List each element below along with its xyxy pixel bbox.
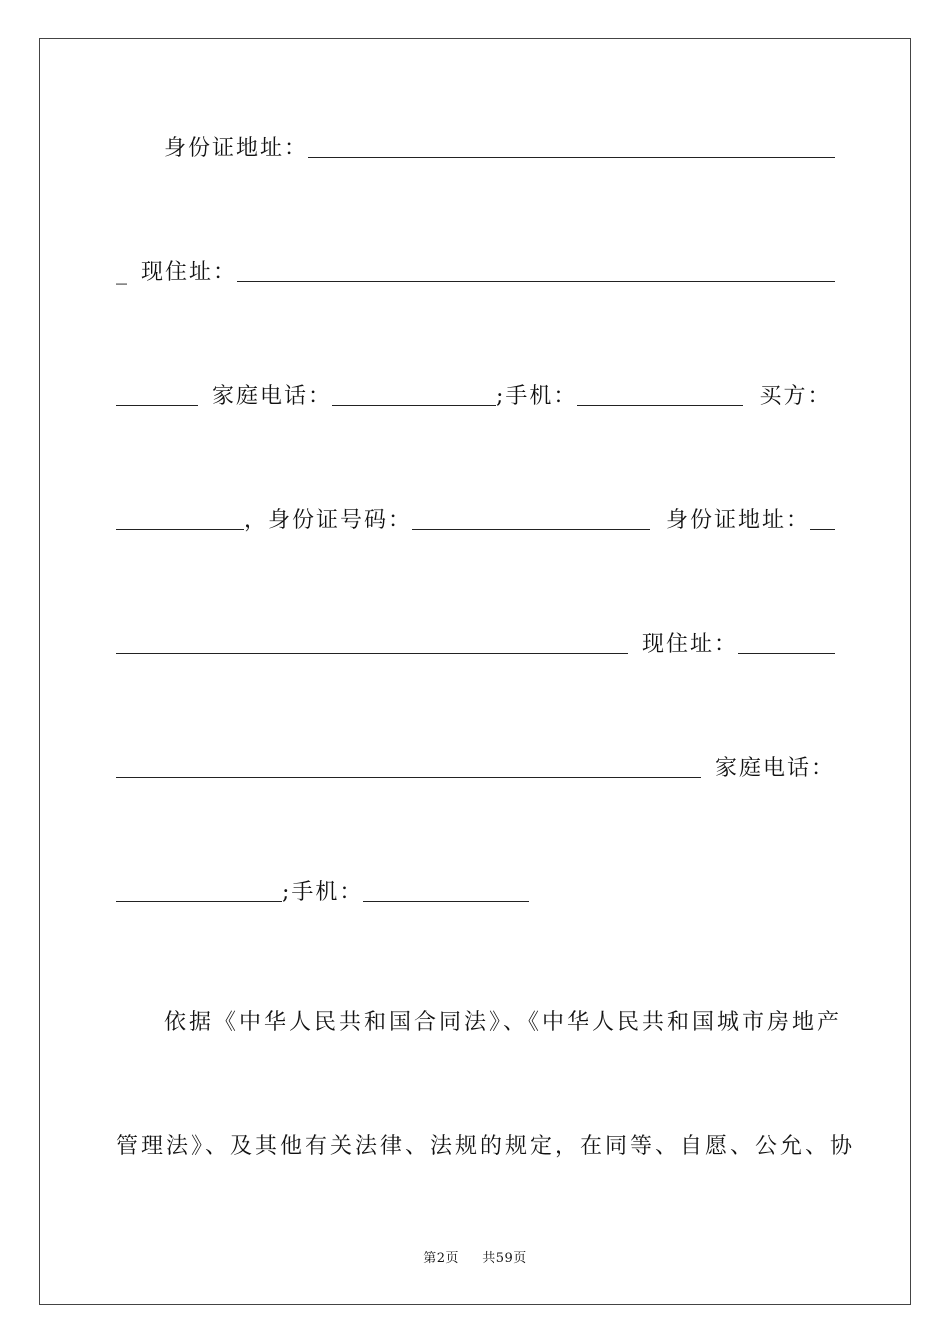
form-line-buyer-id <box>116 506 835 536</box>
paragraph-line-1: 依据《中华人民共和国合同法》、《中华人民共和国城市房地产 <box>164 1010 843 1035</box>
buyer-id-number-blank[interactable] <box>412 529 650 530</box>
page-number: 第2页 <box>423 1251 459 1266</box>
current-address-blank[interactable] <box>237 281 835 282</box>
home-phone-blank[interactable] <box>332 405 496 406</box>
form-line-buyer-phone <box>116 754 835 784</box>
underscore-prefix: _ <box>116 260 129 285</box>
id-address-label: 身份证地址： <box>164 136 309 161</box>
mobile-blank[interactable] <box>577 405 743 406</box>
form-line-id-address <box>116 134 835 164</box>
buyer-current-address-blank[interactable] <box>738 653 835 654</box>
page-border <box>39 38 911 1305</box>
form-line-current-address <box>116 258 835 288</box>
page-total: 共59页 <box>482 1251 527 1266</box>
address-continuation-blank[interactable] <box>116 405 198 406</box>
buyer-id-number-label: ，身份证号码： <box>244 508 413 533</box>
buyer-current-address-label: 现住址： <box>642 632 739 657</box>
page-footer <box>0 1247 950 1266</box>
buyer-name-blank[interactable] <box>116 529 244 530</box>
form-line-buyer-mobile <box>116 878 835 908</box>
buyer-mobile-blank[interactable] <box>363 901 529 902</box>
home-phone-label: 家庭电话： <box>212 384 333 409</box>
buyer-id-address-label: 身份证地址： <box>666 508 811 533</box>
paragraph-line-2: 管理法》、及其他有关法律、法规的规定，在同等、自愿、公允、协 <box>116 1134 856 1159</box>
form-line-phone <box>116 382 835 412</box>
form-line-buyer-current-address <box>116 630 835 660</box>
buyer-label: 买方： <box>759 384 832 409</box>
buyer-id-address-blank[interactable] <box>810 529 835 530</box>
current-address-label: 现住址： <box>141 260 238 285</box>
buyer-id-address-continuation-blank[interactable] <box>116 653 628 654</box>
buyer-home-phone-label: 家庭电话： <box>714 756 835 781</box>
buyer-home-phone-blank[interactable] <box>116 901 282 902</box>
buyer-address-continuation-blank[interactable] <box>116 777 701 778</box>
id-address-blank[interactable] <box>308 157 835 158</box>
buyer-mobile-label: ;手机： <box>282 880 364 905</box>
mobile-label: ;手机： <box>496 384 578 409</box>
